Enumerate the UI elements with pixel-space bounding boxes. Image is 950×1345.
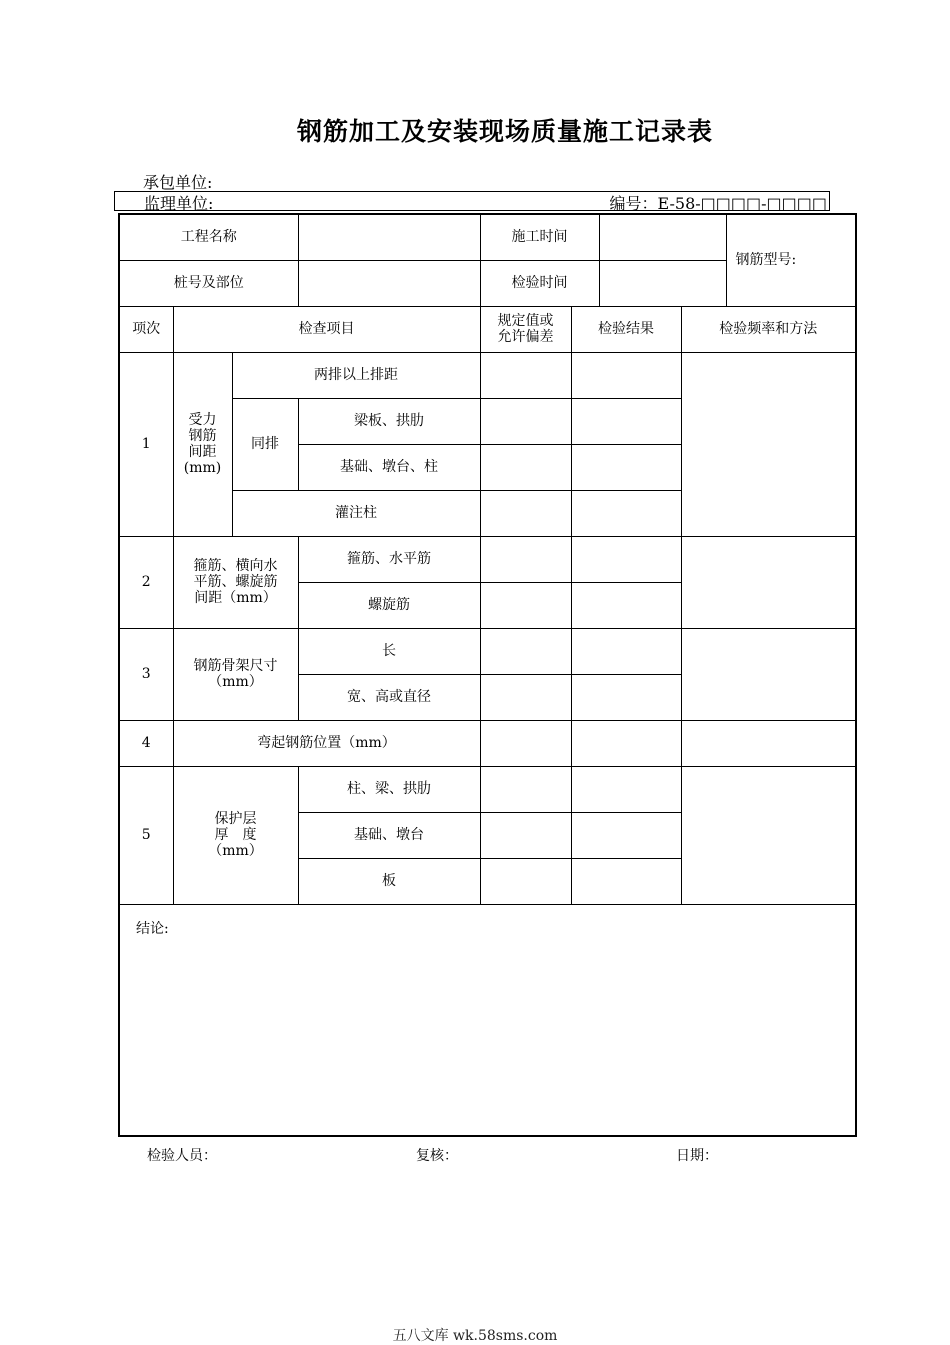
item3-no: 3 [119, 628, 173, 720]
item3-row-a-spec[interactable] [480, 628, 571, 674]
watermark-text: 五八文库 wk.58sms.com [392, 1328, 558, 1344]
item2-cat-l1: 箍筋、横向水 [193, 558, 278, 574]
item3-cat-l1: 钢筋骨架尺寸 [193, 658, 278, 674]
item4-spec[interactable] [480, 720, 571, 766]
item1-no: 1 [119, 352, 173, 536]
item5-row-c: 板 [298, 858, 480, 904]
item5-cat-l1: 保护层 [214, 811, 257, 827]
item1-row-b-result[interactable] [571, 398, 681, 444]
item5-row-a-result[interactable] [571, 766, 681, 812]
item1-cat-l2: 钢筋 [188, 428, 217, 444]
item2-no: 2 [119, 536, 173, 628]
item5-method[interactable] [681, 766, 856, 904]
project-name-value[interactable] [298, 214, 480, 260]
item1-method[interactable] [681, 352, 856, 536]
item5-category [173, 766, 298, 904]
item3-row-b: 宽、高或直径 [298, 674, 480, 720]
item5-row-b-result[interactable] [571, 812, 681, 858]
item2-row-a: 箍筋、水平筋 [298, 536, 480, 582]
item5-row-c-spec[interactable] [480, 858, 571, 904]
item1-row-a-result[interactable] [571, 352, 681, 398]
item1-category [173, 352, 232, 536]
item5-cat-l3: （mm） [208, 843, 263, 859]
item5-row-c-result[interactable] [571, 858, 681, 904]
item4-label: 弯起钢筋位置（mm） [173, 720, 480, 766]
item1-row-d-result[interactable] [571, 490, 681, 536]
item2-row-a-spec[interactable] [480, 536, 571, 582]
project-name-label: 工程名称 [119, 214, 298, 260]
item1-row-c-spec[interactable] [480, 444, 571, 490]
item1-row-b: 梁板、拱肋 [298, 398, 480, 444]
item1-row-c: 基础、墩台、柱 [298, 444, 480, 490]
item3-category [173, 628, 298, 720]
item2-row-b-spec[interactable] [480, 582, 571, 628]
contractor-label: 承包单位: [143, 173, 213, 192]
item2-row-b-result[interactable] [571, 582, 681, 628]
construction-time-value[interactable] [599, 214, 726, 260]
conclusion-label: 结论: [136, 920, 169, 937]
station-part-value[interactable] [298, 260, 480, 306]
item1-row-a: 两排以上排距 [232, 352, 480, 398]
item4-no: 4 [119, 720, 173, 766]
item1-row-c-result[interactable] [571, 444, 681, 490]
item1-row-a-spec[interactable] [480, 352, 571, 398]
record-table [118, 213, 857, 1137]
item4-method[interactable] [681, 720, 856, 766]
item2-row-a-result[interactable] [571, 536, 681, 582]
item5-row-b-spec[interactable] [480, 812, 571, 858]
col-method: 检验频率和方法 [681, 306, 856, 352]
item5-row-a-spec[interactable] [480, 766, 571, 812]
item1-row-d: 灌注柱 [232, 490, 480, 536]
item1-cat-l4: (mm) [183, 460, 222, 476]
inspector-label: 检验人员： [147, 1148, 217, 1164]
item2-row-b: 螺旋筋 [298, 582, 480, 628]
station-part-label: 桩号及部位 [119, 260, 298, 306]
reviewer-label: 复核： [416, 1148, 458, 1164]
item1-row-b-spec[interactable] [480, 398, 571, 444]
item4-result[interactable] [571, 720, 681, 766]
page-title: 钢筋加工及安装现场质量施工记录表 [296, 117, 713, 146]
item5-row-a: 柱、梁、拱肋 [298, 766, 480, 812]
supervisor-label: 监理单位: [144, 194, 214, 213]
col-check-item: 检查项目 [173, 306, 480, 352]
inspection-time-value[interactable] [599, 260, 726, 306]
col-spec-line1: 规定值或 [497, 313, 554, 329]
item1-row-d-spec[interactable] [480, 490, 571, 536]
conclusion-cell[interactable] [119, 904, 856, 1136]
date-label: 日期： [676, 1148, 718, 1164]
item5-cat-l2: 厚 度 [214, 827, 257, 843]
item3-row-a-result[interactable] [571, 628, 681, 674]
supervisor-bar [114, 191, 830, 211]
item2-method[interactable] [681, 536, 856, 628]
item2-cat-l2: 平筋、螺旋筋 [193, 574, 278, 590]
item2-cat-l3: 间距（mm） [194, 590, 277, 606]
item5-no: 5 [119, 766, 173, 904]
construction-time-label: 施工时间 [480, 214, 599, 260]
item5-row-b: 基础、墩台 [298, 812, 480, 858]
item3-method[interactable] [681, 628, 856, 720]
item1-group: 同排 [232, 398, 298, 490]
item2-category [173, 536, 298, 628]
inspection-time-label: 检验时间 [480, 260, 599, 306]
item3-row-b-spec[interactable] [480, 674, 571, 720]
col-spec [480, 306, 571, 352]
rebar-model-label: 钢筋型号: [726, 214, 856, 306]
item3-cat-l2: （mm） [208, 674, 263, 690]
col-result: 检验结果 [571, 306, 681, 352]
item1-cat-l1: 受力 [188, 412, 217, 428]
item1-cat-l3: 间距 [188, 444, 217, 460]
item3-row-b-result[interactable] [571, 674, 681, 720]
form-number: 编号：E-58-□□□□-□□□□ [609, 194, 827, 213]
col-spec-line2: 允许偏差 [497, 329, 554, 345]
item3-row-a: 长 [298, 628, 480, 674]
col-item-no: 项次 [119, 306, 173, 352]
